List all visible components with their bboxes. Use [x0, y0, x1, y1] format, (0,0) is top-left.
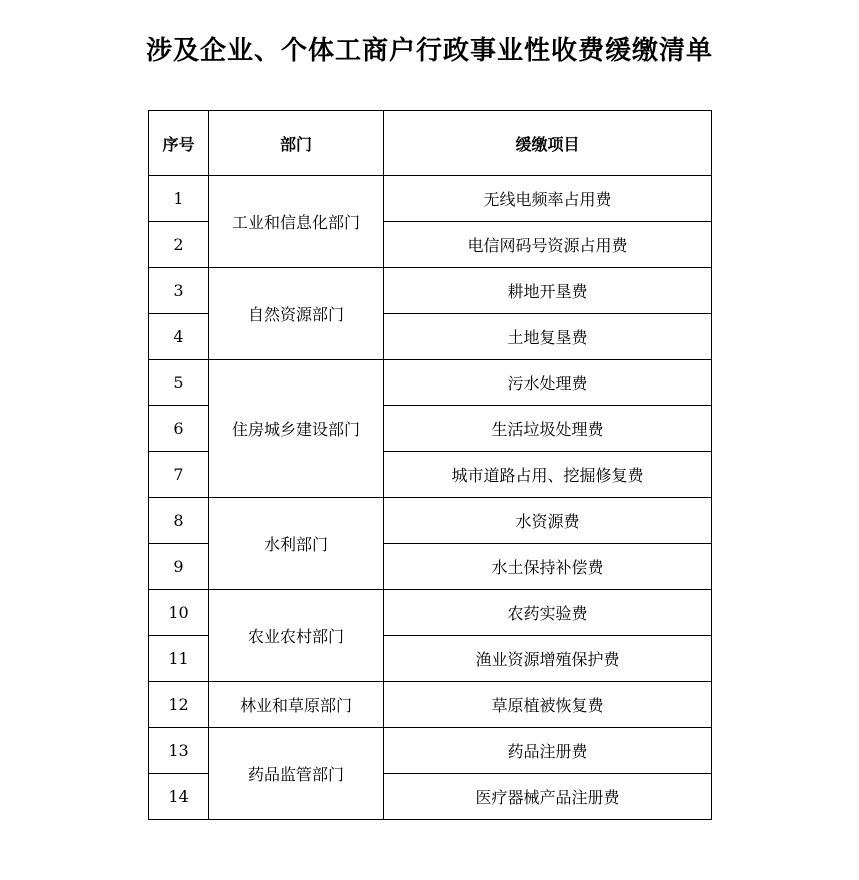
serial-number-cell: 1	[149, 176, 209, 222]
document-title: 涉及企业、个体工商户行政事业性收费缓缴清单	[145, 36, 713, 66]
table-header-row	[149, 111, 712, 176]
header-serial-number: 序号	[149, 111, 209, 176]
department-cell: 住房城乡建设部门	[209, 360, 384, 498]
header-department: 部门	[209, 111, 384, 176]
deferred-item-cell: 土地复垦费	[384, 314, 712, 360]
table-body	[149, 176, 712, 820]
deferred-item-cell: 农药实验费	[384, 590, 712, 636]
header-deferred-item: 缓缴项目	[384, 111, 712, 176]
serial-number-cell: 11	[149, 636, 209, 682]
serial-number-cell: 6	[149, 406, 209, 452]
table-row	[149, 176, 712, 222]
department-cell: 自然资源部门	[209, 268, 384, 360]
deferred-item-cell: 水土保持补偿费	[384, 544, 712, 590]
deferred-item-cell: 生活垃圾处理费	[384, 406, 712, 452]
table-row	[149, 728, 712, 774]
table-row	[149, 498, 712, 544]
deferred-item-cell: 药品注册费	[384, 728, 712, 774]
serial-number-cell: 13	[149, 728, 209, 774]
table-row	[149, 682, 712, 728]
deferred-item-cell: 城市道路占用、挖掘修复费	[384, 452, 712, 498]
deferred-item-cell: 污水处理费	[384, 360, 712, 406]
serial-number-cell: 9	[149, 544, 209, 590]
serial-number-cell: 10	[149, 590, 209, 636]
department-cell: 药品监管部门	[209, 728, 384, 820]
fee-deferral-table	[148, 110, 712, 820]
department-cell: 工业和信息化部门	[209, 176, 384, 268]
serial-number-cell: 2	[149, 222, 209, 268]
table-row	[149, 590, 712, 636]
deferred-item-cell: 渔业资源增殖保护费	[384, 636, 712, 682]
deferred-item-cell: 水资源费	[384, 498, 712, 544]
department-cell: 林业和草原部门	[209, 682, 384, 728]
serial-number-cell: 8	[149, 498, 209, 544]
serial-number-cell: 3	[149, 268, 209, 314]
serial-number-cell: 14	[149, 774, 209, 820]
department-cell: 水利部门	[209, 498, 384, 590]
deferred-item-cell: 无线电频率占用费	[384, 176, 712, 222]
serial-number-cell: 7	[149, 452, 209, 498]
deferred-item-cell: 医疗器械产品注册费	[384, 774, 712, 820]
table-row	[149, 268, 712, 314]
deferred-item-cell: 草原植被恢复费	[384, 682, 712, 728]
department-cell: 农业农村部门	[209, 590, 384, 682]
serial-number-cell: 4	[149, 314, 209, 360]
serial-number-cell: 5	[149, 360, 209, 406]
deferred-item-cell: 电信网码号资源占用费	[384, 222, 712, 268]
table-row	[149, 360, 712, 406]
deferred-item-cell: 耕地开垦费	[384, 268, 712, 314]
serial-number-cell: 12	[149, 682, 209, 728]
